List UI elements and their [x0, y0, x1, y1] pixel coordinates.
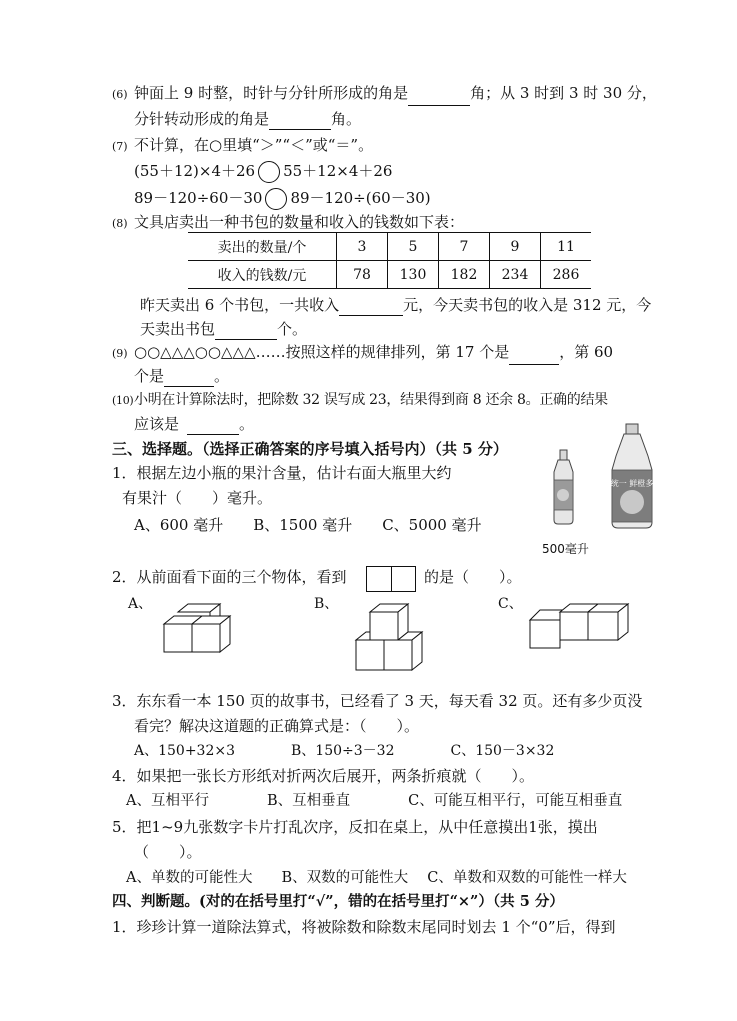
q6-text-a: 钟面上 9 时整，时针与分针所形成的角是 — [134, 84, 409, 102]
q10-number: (10) — [112, 394, 134, 407]
bottle-caption: 500毫升 — [542, 542, 589, 556]
section3-heading: 三、选择题。（选择正确答案的序号填入括号内）（共 5 分） — [112, 440, 508, 458]
q6-text-b: 角；从 3 时到 3 时 30 分， — [470, 84, 657, 102]
q6-number: (6) — [112, 88, 128, 101]
q10-text-b: 。 — [239, 415, 255, 433]
q10-text: 小明在计算除法时，把除数 32 误写成 23，结果得到商 8 还余 8。正确的结果 — [134, 392, 608, 408]
table-cell: 182 — [439, 261, 490, 289]
q8-text-a: 昨天卖出 6 个书包，一共收入 — [140, 296, 340, 314]
cube-figure-c[interactable] — [526, 600, 636, 660]
q6-line2 — [134, 108, 361, 130]
cube-figure-b[interactable] — [346, 600, 436, 680]
large-juice-bottle — [611, 424, 654, 528]
table-cell: 286 — [541, 261, 592, 289]
front-view-two-squares — [366, 566, 416, 592]
q6-blank1[interactable] — [408, 89, 470, 106]
c2-line1b: 的是（ ）。 — [424, 568, 522, 586]
c4-line1: 4．如果把一张长方形纸对折两次后展开，两条折痕就（ ）。 — [112, 767, 535, 785]
q7-instruction: 不计算，在○里填“＞”“＜”或“＝”。 — [134, 136, 374, 154]
q8-text-b: 元，今天卖书包的收入是 312 元，今 — [403, 296, 652, 314]
c5-line1: 5．把1~9九张数字卡片打乱次序，反扣在桌上，从中任意摸出1张，摸出 — [112, 818, 598, 836]
q9-text-b: ，第 60 — [559, 343, 614, 361]
q10-line2 — [134, 413, 254, 435]
q8-text-c: 天卖出书包 — [140, 320, 216, 338]
q9-text-d: 。 — [214, 367, 230, 385]
table-cell: 130 — [388, 261, 439, 289]
q8-text-d: 个。 — [277, 320, 308, 338]
q10-line1 — [112, 389, 608, 412]
table-cell: 11 — [541, 233, 592, 261]
q9-blank2[interactable] — [164, 370, 214, 387]
table-row — [188, 261, 591, 289]
c3-options: A、150+32×3 B、150÷3－32 C、150－3×32 — [134, 743, 555, 759]
section4-heading: 四、判断题。(对的在括号里打“√”，错的在括号里打“×”）（共 5 分） — [112, 893, 564, 910]
q7-number: (7) — [112, 140, 128, 153]
c5-line2: （ ）。 — [134, 843, 202, 861]
q6-text-d: 角。 — [331, 110, 362, 128]
q7-expr1 — [134, 160, 392, 183]
q9-line2 — [134, 365, 229, 387]
compare-circle-2[interactable] — [265, 188, 287, 210]
q6-blank2[interactable] — [269, 113, 331, 130]
c2-option-b-label: B、 — [314, 596, 339, 612]
q6-line1 — [112, 82, 657, 106]
q7-expr2 — [134, 187, 431, 210]
compare-circle-1[interactable] — [258, 161, 280, 183]
q8-blank2[interactable] — [215, 323, 277, 340]
q8-line3 — [140, 318, 307, 340]
table-row — [188, 233, 591, 261]
q8-blank1[interactable] — [339, 299, 403, 316]
c2-option-c-label: C、 — [498, 596, 523, 612]
q7-expr2-left: 89－120÷60－30 — [134, 189, 263, 207]
c1-line1: 1．根据左边小瓶的果汁含量，估计右面大瓶里大约 — [112, 464, 452, 482]
q7-expr1-right: 55＋12×4＋26 — [283, 162, 393, 180]
q9-number: (9) — [112, 347, 128, 360]
table-header-income: 收入的钱数/元 — [188, 261, 337, 289]
q9-blank1[interactable] — [509, 348, 559, 365]
table-cell: 7 — [439, 233, 490, 261]
q7-expr2-right: 89－120÷(60－30) — [290, 189, 431, 207]
q7-expr1-left: (55＋12)×4＋26 — [134, 162, 256, 180]
bottle-label: 统一 鲜橙多 — [610, 479, 654, 488]
q9-text-c: 个是 — [134, 367, 165, 385]
c1-line2: 有果汁（ ）毫升。 — [122, 489, 273, 507]
c2-option-a-label: A、 — [128, 596, 153, 612]
j1-line1: 1．珍珍计算一道除法算式，将被除数和除数末尾同时划去 1 个“0”后，得到 — [112, 918, 616, 936]
q8-number: (8) — [112, 217, 128, 230]
sales-table — [188, 232, 591, 289]
q10-text-a: 应该是 — [134, 415, 180, 433]
q10-blank[interactable] — [187, 418, 239, 435]
c2-line1a: 2．从前面看下面的三个物体，看到 — [112, 568, 347, 586]
q6-text-c: 分针转动形成的角是 — [134, 110, 270, 128]
table-cell: 234 — [490, 261, 541, 289]
q8-line2 — [140, 294, 651, 316]
table-header-quantity: 卖出的数量/个 — [188, 233, 337, 261]
q8-intro: 文具店卖出一种书包的数量和收入的钱数如下表： — [134, 213, 465, 231]
table-cell: 9 — [490, 233, 541, 261]
table-cell: 3 — [337, 233, 388, 261]
juice-bottles-illustration — [548, 418, 658, 538]
c5-options: A、单数的可能性大 B、双数的可能性大 C、单数和双数的可能性一样大 — [126, 870, 627, 886]
c4-options: A、互相平行 B、互相垂直 C、可能互相平行，可能互相垂直 — [126, 793, 623, 809]
c3-line2: 看完？解决这道题的正确算式是：（ ）。 — [134, 717, 420, 735]
q7-line1 — [112, 134, 373, 158]
q9-line1 — [112, 341, 613, 365]
cube-figure-a[interactable] — [158, 600, 248, 670]
table-cell: 5 — [388, 233, 439, 261]
c1-options: A、600 毫升 B、1500 毫升 C、5000 毫升 — [134, 516, 482, 534]
small-juice-bottle — [554, 450, 573, 524]
table-cell: 78 — [337, 261, 388, 289]
c3-line1: 3．东东看一本 150 页的故事书，已经看了 3 天，每天看 32 页。还有多少页没 — [112, 692, 643, 710]
q9-text-a: ○○△△△○○△△△……按照这样的规律排列，第 17 个是 — [134, 343, 510, 361]
